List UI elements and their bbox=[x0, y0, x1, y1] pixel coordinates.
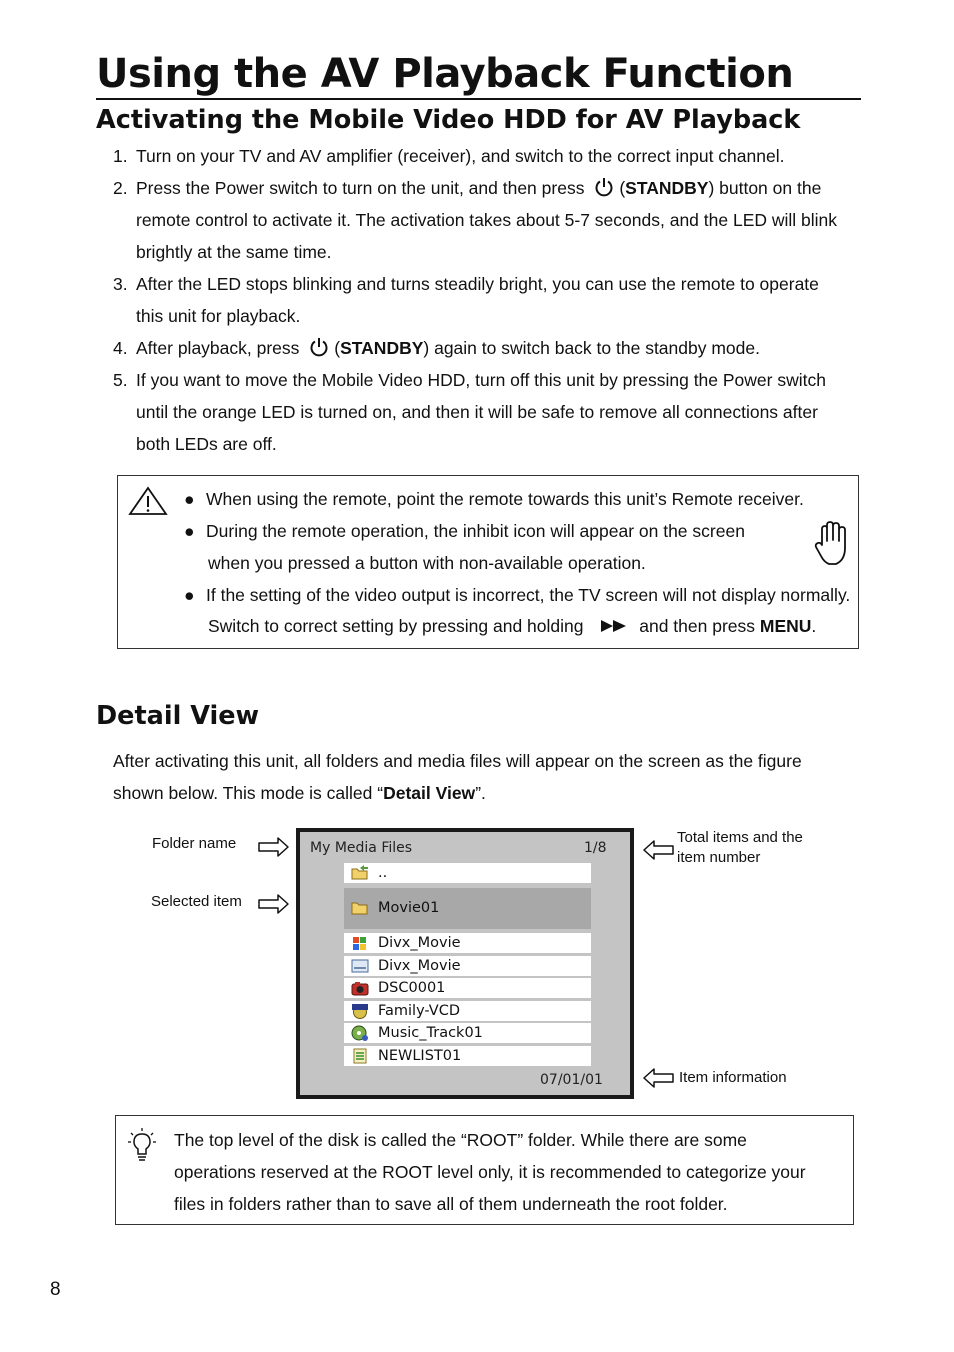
camera-photo-icon bbox=[351, 980, 369, 996]
caution-text-line bbox=[208, 610, 816, 642]
callout-text: item number bbox=[677, 849, 761, 866]
item-label: Divx_Movie bbox=[378, 935, 461, 951]
caution-text: and then press bbox=[639, 616, 756, 636]
paragraph-text: ”. bbox=[475, 783, 486, 803]
callout-item-information: Item information bbox=[679, 1069, 787, 1086]
list-item[interactable] bbox=[344, 978, 591, 998]
item-label: NEWLIST01 bbox=[378, 1048, 462, 1064]
bullet-dot: ● bbox=[184, 489, 195, 509]
step-text: If you want to move the Mobile Video HDD, turn off this unit by pressing the Power switch bbox=[136, 370, 826, 390]
paragraph-text-line bbox=[113, 777, 873, 809]
step-text: brightly at the same time. bbox=[136, 242, 332, 262]
item-label: DSC0001 bbox=[378, 980, 446, 996]
detail-view-screen bbox=[296, 828, 634, 1099]
step-number: 1. bbox=[113, 146, 128, 166]
step-text: Turn on your TV and AV amplifier (receiver), and switch to the correct input channel. bbox=[136, 146, 785, 166]
caution-text: when you pressed a button with non-available operation. bbox=[208, 553, 646, 573]
title-underline bbox=[96, 98, 861, 100]
caution-text: When using the remote, point the remote towards this unit’s Remote receiver. bbox=[206, 489, 804, 509]
item-label: Divx_Movie bbox=[378, 958, 461, 974]
caution-box bbox=[117, 475, 859, 649]
list-item bbox=[96, 268, 876, 332]
standby-label: STANDBY bbox=[625, 178, 709, 198]
list-item[interactable] bbox=[344, 933, 591, 953]
caution-bullet bbox=[184, 579, 850, 611]
step-number: 2. bbox=[113, 178, 128, 198]
caution-text: . bbox=[811, 616, 817, 636]
tip-box bbox=[115, 1115, 854, 1225]
power-standby-icon bbox=[308, 336, 330, 358]
caution-text: Switch to correct setting by pressing and holding bbox=[208, 616, 584, 636]
item-count: 1/8 bbox=[584, 840, 607, 856]
screen-panel bbox=[300, 832, 630, 1095]
power-standby-icon bbox=[593, 176, 615, 198]
folder-name: My Media Files bbox=[310, 840, 413, 856]
section-heading-activating: Activating the Mobile Video HDD for AV Playback bbox=[96, 105, 801, 135]
warning-triangle-icon bbox=[128, 486, 168, 516]
step-text: ) button on the bbox=[708, 178, 822, 198]
step-text-line bbox=[136, 332, 876, 364]
tip-text-line: files in folders rather than to save all of them underneath the root folder. bbox=[174, 1194, 728, 1214]
page-number: 8 bbox=[50, 1279, 61, 1300]
detail-view-paragraph bbox=[113, 745, 873, 809]
callout-selected-item: Selected item bbox=[151, 893, 242, 910]
paragraph-text: After activating this unit, all folders and media files will appear on the screen as the figure bbox=[113, 751, 802, 771]
callout-total-items bbox=[677, 828, 803, 868]
tip-text-line: operations reserved at the ROOT level only, it is recommended to categorize your bbox=[174, 1162, 806, 1182]
caution-text: During the remote operation, the inhibit icon will appear on the screen bbox=[206, 521, 745, 541]
step-number: 5. bbox=[113, 370, 128, 390]
step-text: After the LED stops blinking and turns steadily bright, you can use the remote to operate bbox=[136, 274, 819, 294]
step-number: 3. bbox=[113, 274, 128, 294]
item-date: 07/01/01 bbox=[540, 1072, 603, 1088]
lightbulb-tip-icon bbox=[128, 1128, 156, 1164]
detail-view-term: Detail View bbox=[383, 783, 476, 803]
fast-forward-icon bbox=[600, 619, 628, 633]
item-label: .. bbox=[378, 865, 388, 881]
playlist-icon bbox=[351, 1048, 369, 1064]
step-text: until the orange LED is turned on, and then it will be safe to remove all connections after bbox=[136, 402, 818, 422]
tip-text bbox=[174, 1124, 844, 1220]
divx-file-icon bbox=[351, 935, 369, 951]
steps-list bbox=[96, 140, 876, 460]
arrow-left-icon bbox=[642, 1067, 674, 1089]
item-label: Movie01 bbox=[378, 900, 440, 916]
folder-up-icon bbox=[351, 865, 369, 881]
callout-text: Total items and the bbox=[677, 829, 803, 846]
step-text: ) again to switch back to the standby mode. bbox=[423, 338, 760, 358]
step-text: both LEDs are off. bbox=[136, 434, 277, 454]
arrow-left-icon bbox=[642, 839, 674, 861]
step-text: Press the Power switch to turn on the unit, and then press bbox=[136, 178, 585, 198]
step-text-line bbox=[136, 172, 876, 204]
inhibit-hand-icon bbox=[814, 520, 852, 568]
step-number: 4. bbox=[113, 338, 128, 358]
tip-text-line: The top level of the disk is called the “ROOT” folder. While there are some bbox=[174, 1130, 747, 1150]
list-item[interactable] bbox=[344, 1023, 591, 1043]
list-item[interactable] bbox=[344, 863, 591, 883]
list-item bbox=[96, 172, 876, 268]
list-item bbox=[96, 332, 876, 364]
item-label: Music_Track01 bbox=[378, 1025, 483, 1041]
subtitle-file-icon bbox=[351, 958, 369, 974]
arrow-right-icon bbox=[258, 893, 290, 915]
step-text: remote control to activate it. The activation takes about 5-7 seconds, and the LED will blink bbox=[136, 210, 838, 230]
caution-text: If the setting of the video output is incorrect, the TV screen will not display normally. bbox=[206, 585, 851, 605]
list-item[interactable] bbox=[344, 1001, 591, 1021]
bullet-dot: ● bbox=[184, 521, 195, 541]
arrow-right-icon bbox=[258, 836, 290, 858]
menu-label: MENU bbox=[759, 616, 812, 636]
section-heading-detail-view: Detail View bbox=[96, 701, 260, 731]
standby-label: STANDBY bbox=[340, 338, 424, 358]
paren-open: ( bbox=[334, 338, 341, 358]
caution-bullet bbox=[184, 515, 745, 547]
step-text: After playback, press bbox=[136, 338, 300, 358]
folder-icon bbox=[351, 900, 369, 916]
list-item[interactable] bbox=[344, 1046, 591, 1066]
paragraph-text: shown below. This mode is called “ bbox=[113, 783, 384, 803]
vcd-icon bbox=[351, 1003, 369, 1019]
paren-open: ( bbox=[619, 178, 626, 198]
music-disc-icon bbox=[351, 1025, 369, 1041]
step-text: this unit for playback. bbox=[136, 306, 301, 326]
list-item-selected[interactable] bbox=[344, 888, 591, 929]
caution-bullet bbox=[184, 483, 804, 515]
page-title: Using the AV Playback Function bbox=[96, 51, 794, 97]
list-item bbox=[96, 140, 876, 172]
list-item[interactable] bbox=[344, 956, 591, 976]
bullet-dot: ● bbox=[184, 585, 195, 605]
callout-folder-name: Folder name bbox=[152, 835, 237, 852]
item-label: Family-VCD bbox=[378, 1003, 460, 1019]
list-item bbox=[96, 364, 876, 460]
